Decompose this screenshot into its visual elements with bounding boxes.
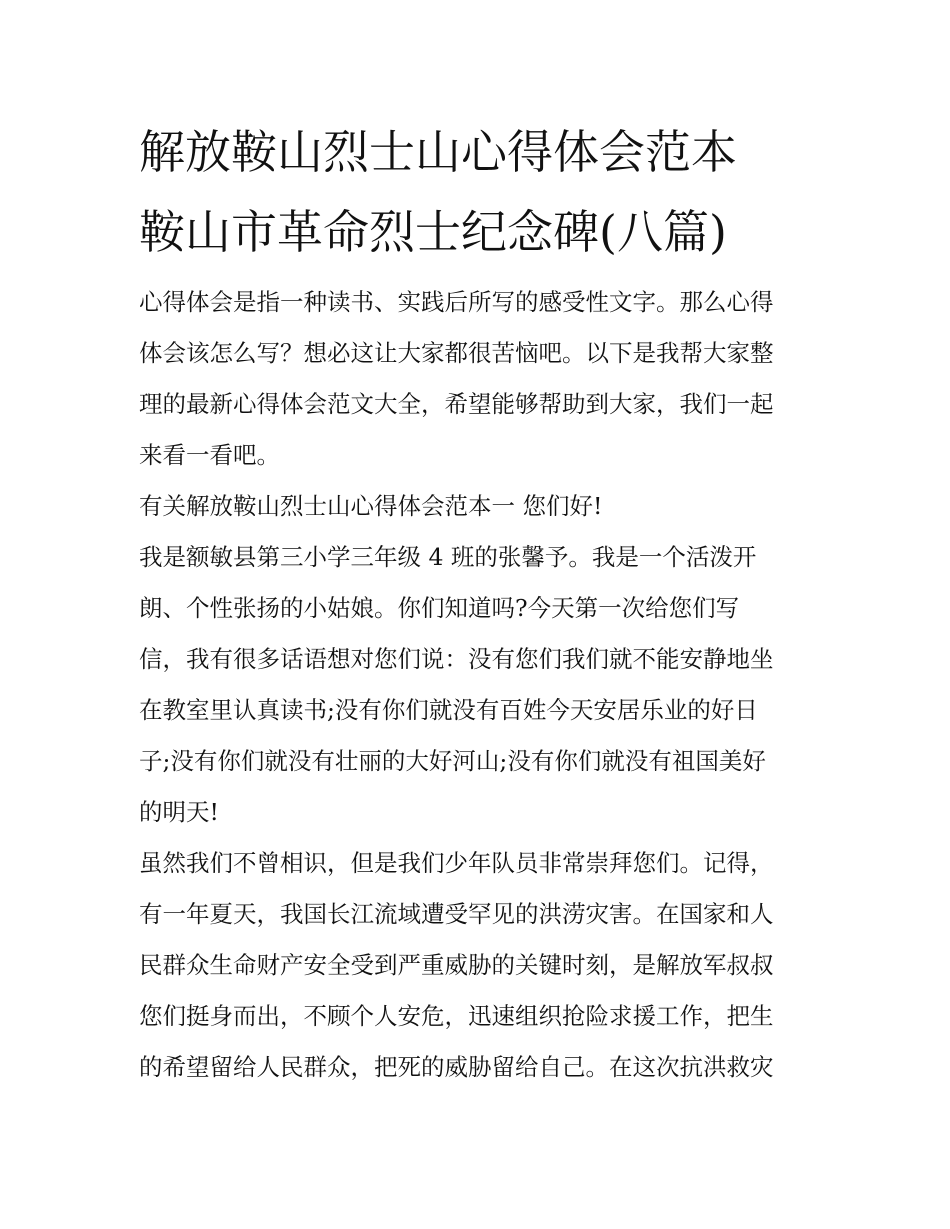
body-line: 您们挺身而出，不顾个人安危，迅速组织抢险求援工作，把生: [139, 1002, 774, 1030]
title-line-2: 鞍山市革命烈士纪念碑(八篇): [139, 205, 727, 259]
body-line: 的希望留给人民群众，把死的威胁留给自己。在这次抗洪救灾: [139, 1053, 774, 1081]
body-line: 信，我有很多话语想对您们说：没有您们我们就不能安静地坐: [139, 645, 774, 673]
body-line: 有一年夏天，我国长江流域遭受罕见的洪涝灾害。在国家和人: [139, 900, 774, 928]
body-line: 子;没有你们就没有壮丽的大好河山;没有你们就没有祖国美好: [139, 747, 766, 775]
body-line: 民群众生命财产安全受到严重威胁的关键时刻，是解放军叔叔: [139, 951, 774, 979]
body-line: 朗、个性张扬的小姑娘。你们知道吗?今天第一次给您们写: [139, 594, 740, 622]
body-line: 在教室里认真读书;没有你们就没有百姓今天安居乐业的好日: [139, 696, 758, 724]
section-heading-line: 有关解放鞍山烈士山心得体会范本一 您们好!: [139, 492, 603, 520]
body-line: 心得体会是指一种读书、实践后所写的感受性文字。那么心得: [139, 288, 774, 316]
body-line: 虽然我们不曾相识，但是我们少年队员非常崇拜您们。记得，: [139, 849, 774, 877]
body-line: 来看一看吧。: [139, 441, 280, 469]
document-title: [139, 112, 819, 272]
body-line: 体会该怎么写？想必这让大家都很苦恼吧。以下是我帮大家整: [139, 339, 774, 367]
body-line: 理的最新心得体会范文大全，希望能够帮助到大家，我们一起: [139, 390, 774, 418]
title-line-1: 解放鞍山烈士山心得体会范本: [139, 125, 737, 179]
document-body: [139, 278, 819, 1094]
body-line: 我是额敏县第三小学三年级 4 班的张馨予。我是一个活泼开: [139, 543, 757, 571]
body-line: 的明天!: [139, 798, 219, 826]
